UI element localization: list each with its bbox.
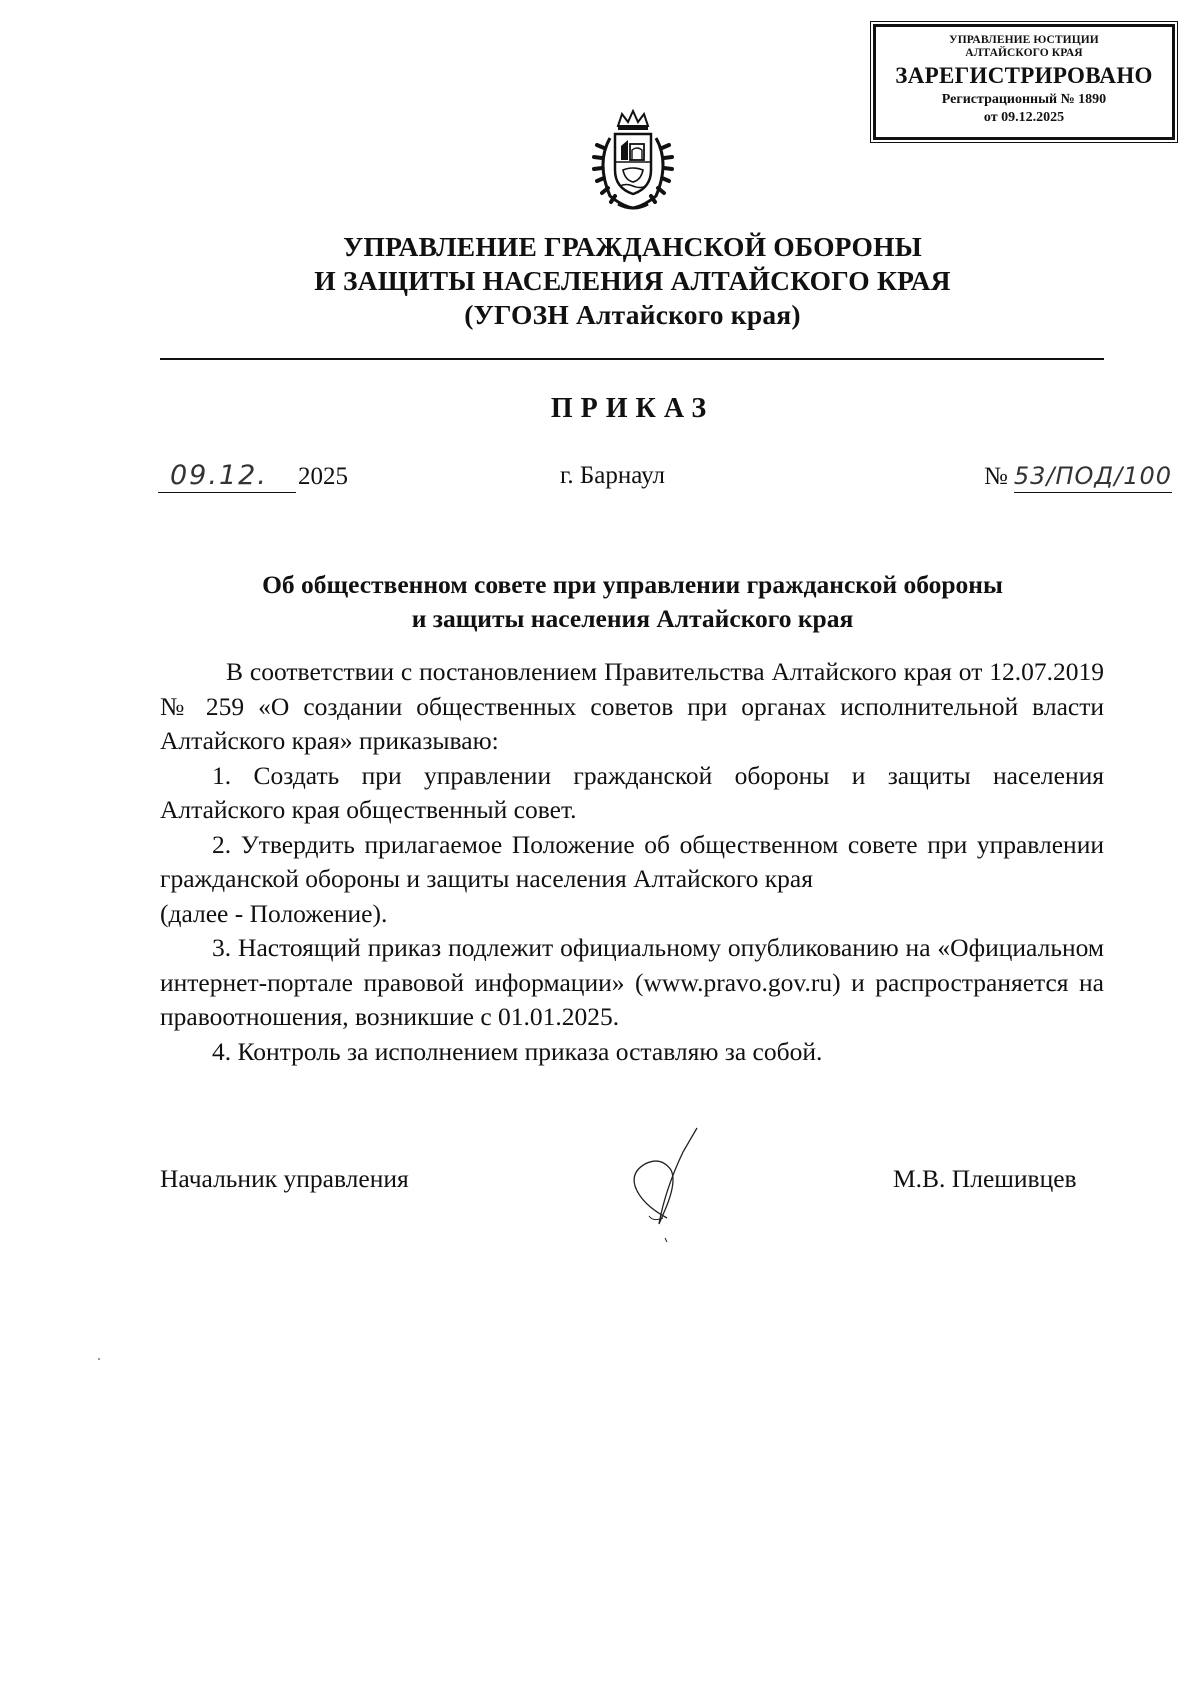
stamp-org-line1: УПРАВЛЕНИЕ ЮСТИЦИИ [949, 34, 1099, 46]
title-line2: и защиты населения Алтайского края [411, 604, 854, 633]
date-handwritten: 09.12. [158, 460, 296, 493]
order-item-4: 4. Контроль за исполнением приказа оставляю за собой. [212, 1036, 823, 1066]
order-item-1: 1. Создать при управлении гражданской обороны и защиты населения Алтайского края общественный совет. [160, 760, 1104, 824]
order-item-3: 3. Настоящий приказ подлежит официальному опубликованию на «Официальном интернет-портале правовой информации» (www.pravo.gov.ru) и распространяется на правоотношения, возникшие с 01.01.2025. [160, 933, 1104, 1031]
order-number [984, 460, 1172, 493]
order-item-2-continuation: (далее - Положение). [160, 898, 388, 928]
order-body [160, 655, 1104, 1069]
title-line1: Об общественном совете при управлении гражданской обороны [262, 570, 1003, 599]
order-place: г. Барнаул [560, 462, 665, 489]
order-date [158, 460, 348, 493]
organization-header [160, 230, 1105, 332]
order-item-2 [160, 828, 1104, 897]
scan-speck [98, 1358, 100, 1360]
handwritten-signature-icon [605, 1120, 725, 1245]
header-line2: И ЗАЩИТЫ НАСЕЛЕНИЯ АЛТАЙСКОГО КРАЯ [314, 265, 951, 296]
stamp-org [876, 34, 1172, 60]
header-line1: УПРАВЛЕНИЕ ГРАЖДАНСКОЙ ОБОРОНЫ [343, 231, 922, 262]
header-divider [160, 358, 1104, 360]
document-type: ПРИКАЗ [550, 393, 715, 424]
number-handwritten: 53/ПОД/100 [1014, 460, 1172, 493]
stamp-reg-date: от 09.12.2025 [983, 110, 1065, 125]
signatory-name: М.В. Плешивцев [893, 1164, 1077, 1193]
stamp-status: ЗАРЕГИСТРИРОВАНО [895, 63, 1153, 88]
order-title [160, 568, 1105, 636]
preamble-paragraph: В соответствии с постановлением Правительства Алтайского края от 12.07.2019 № 259 «О создании общественных советов при органах исполнительной власти Алтайского края» приказываю: [160, 657, 1104, 755]
registration-stamp [873, 24, 1175, 140]
number-prefix: № [984, 463, 1008, 490]
date-year: 2025 [298, 463, 348, 490]
header-line3: (УГОЗН Алтайского края) [464, 299, 801, 330]
coat-of-arms-icon [588, 108, 678, 212]
stamp-org-line2: АЛТАЙСКОГО КРАЯ [965, 47, 1083, 59]
order-item-2-text: 2. Утвердить прилагаемое Положение об общественном совете при управлении гражданской обороны и защиты населения Алтайского края [160, 829, 1104, 893]
signatory-position: Начальник управления [160, 1164, 409, 1193]
stamp-reg-number: Регистрационный № 1890 [941, 92, 1107, 107]
